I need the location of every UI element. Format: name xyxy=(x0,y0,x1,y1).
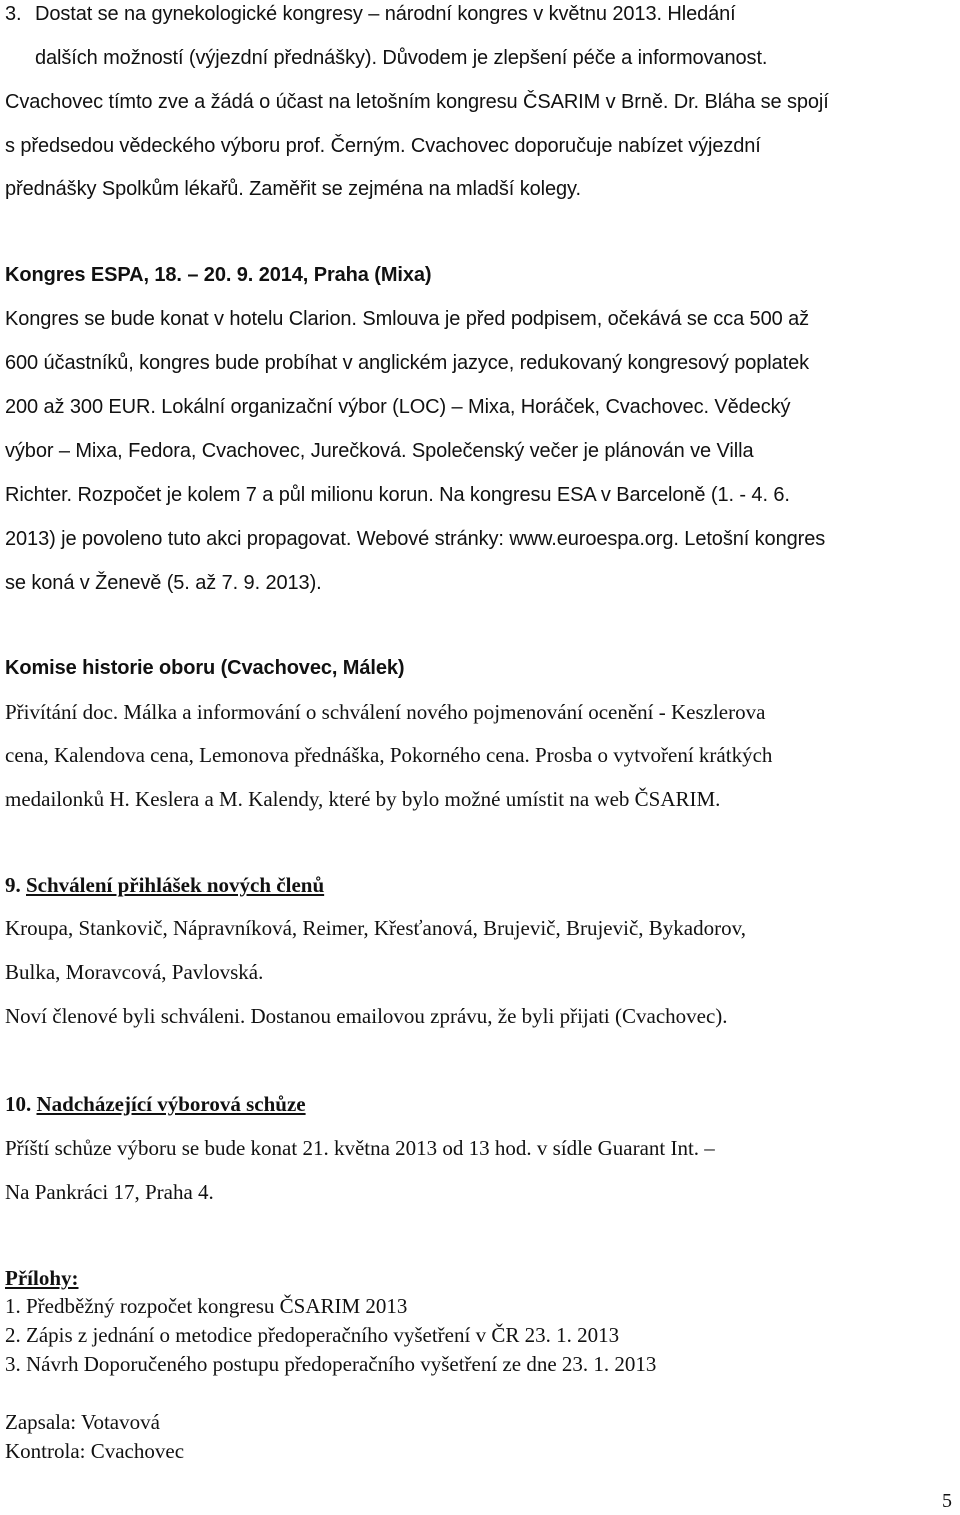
history-line-2: cena, Kalendova cena, Lemonova přednáška, Pokorného cena. Prosba o vytvoření krátkých xyxy=(5,743,773,767)
espa-line-2: 600 účastníků, kongres bude probíhat v anglickém jazyce, redukovaný kongresový poplatek xyxy=(5,352,810,374)
espa-line-3: 200 až 300 EUR. Lokální organizační výbor (LOC) – Mixa, Horáček, Cvachovec. Vědecký xyxy=(5,396,791,418)
history-line-3: medailonků H. Keslera a M. Kalendy, které by bylo možné umístit na web ČSARIM. xyxy=(5,787,721,811)
item-3-line-4: s předsedou vědeckého výboru prof. Černým. Cvachovec doporučuje nabízet výjezdní xyxy=(5,135,761,157)
attachment-item-1: 1. Předběžný rozpočet kongresu ČSARIM 2013 xyxy=(5,1294,408,1318)
item-3-number: 3. xyxy=(5,3,22,25)
item-3-line-1: 3. Dostat se na gynekologické kongresy – národní kongres v květnu 2013. Hledání xyxy=(5,3,736,25)
section-9-line-1: Kroupa, Stankovič, Nápravníková, Reimer, Křesťanová, Brujevič, Brujevič, Bykadorov, xyxy=(5,916,746,940)
attachment-item-2: 2. Zápis z jednání o metodice předoperačního vyšetření v ČR 23. 1. 2013 xyxy=(5,1323,620,1347)
section-10-line-1: Příští schůze výboru se bude konat 21. května 2013 od 13 hod. v sídle Guarant Int. – xyxy=(5,1136,715,1160)
espa-heading: Kongres ESPA, 18. – 20. 9. 2014, Praha (Mixa) xyxy=(5,264,432,286)
item-3-line-2: dalších možností (výjezdní přednášky). Důvodem je zlepšení péče a informovanost. xyxy=(35,47,768,69)
item-3-line-3: Cvachovec tímto zve a žádá o účast na letošním kongresu ČSARIM v Brně. Dr. Bláha se spojí xyxy=(5,91,829,113)
page-number: 5 xyxy=(942,1490,952,1512)
checked-by: Kontrola: Cvachovec xyxy=(5,1439,185,1463)
section-9-title: Schválení přihlášek nových členů xyxy=(26,873,325,897)
attachment-item-3: 3. Návrh Doporučeného postupu předoperačního vyšetření ze dne 23. 1. 2013 xyxy=(5,1352,657,1376)
history-heading: Komise historie oboru (Cvachovec, Málek) xyxy=(5,657,405,679)
section-10-line-2: Na Pankráci 17, Praha 4. xyxy=(5,1180,214,1204)
attachments-heading: Přílohy: xyxy=(5,1266,79,1290)
section-9-line-2: Bulka, Moravcová, Pavlovská. xyxy=(5,960,264,984)
section-10-title: Nadcházející výborová schůze xyxy=(36,1092,306,1116)
espa-line-7: se koná v Ženevě (5. až 7. 9. 2013). xyxy=(5,572,322,594)
section-9-heading xyxy=(5,873,324,897)
espa-line-5: Richter. Rozpočet je kolem 7 a půl milionu korun. Na kongresu ESA v Barceloně (1. - 4. 6. xyxy=(5,484,790,506)
espa-line-6: 2013) je povoleno tuto akci propagovat. Webové stránky: www.euroespa.org. Letošní kongres xyxy=(5,528,826,550)
espa-line-4: výbor – Mixa, Fedora, Cvachovec, Jurečková. Společenský večer je plánován ve Villa xyxy=(5,440,754,462)
section-10-number: 10. xyxy=(5,1092,32,1116)
item-3-line-5: přednášky Spolkům lékařů. Zaměřit se zejména na mladší kolegy. xyxy=(5,178,581,200)
section-10-heading xyxy=(5,1092,306,1116)
recorded-by: Zapsala: Votavová xyxy=(5,1410,160,1434)
section-9-line-3: Noví členové byli schváleni. Dostanou emailovou zprávu, že byli přijati (Cvachovec). xyxy=(5,1004,728,1028)
section-9-number: 9. xyxy=(5,873,21,897)
history-line-1: Přivítání doc. Málka a informování o schválení nového pojmenování ocenění - Keszlerova xyxy=(5,700,766,724)
espa-line-1: Kongres se bude konat v hotelu Clarion. Smlouva je před podpisem, očekává se cca 500 až xyxy=(5,308,810,330)
